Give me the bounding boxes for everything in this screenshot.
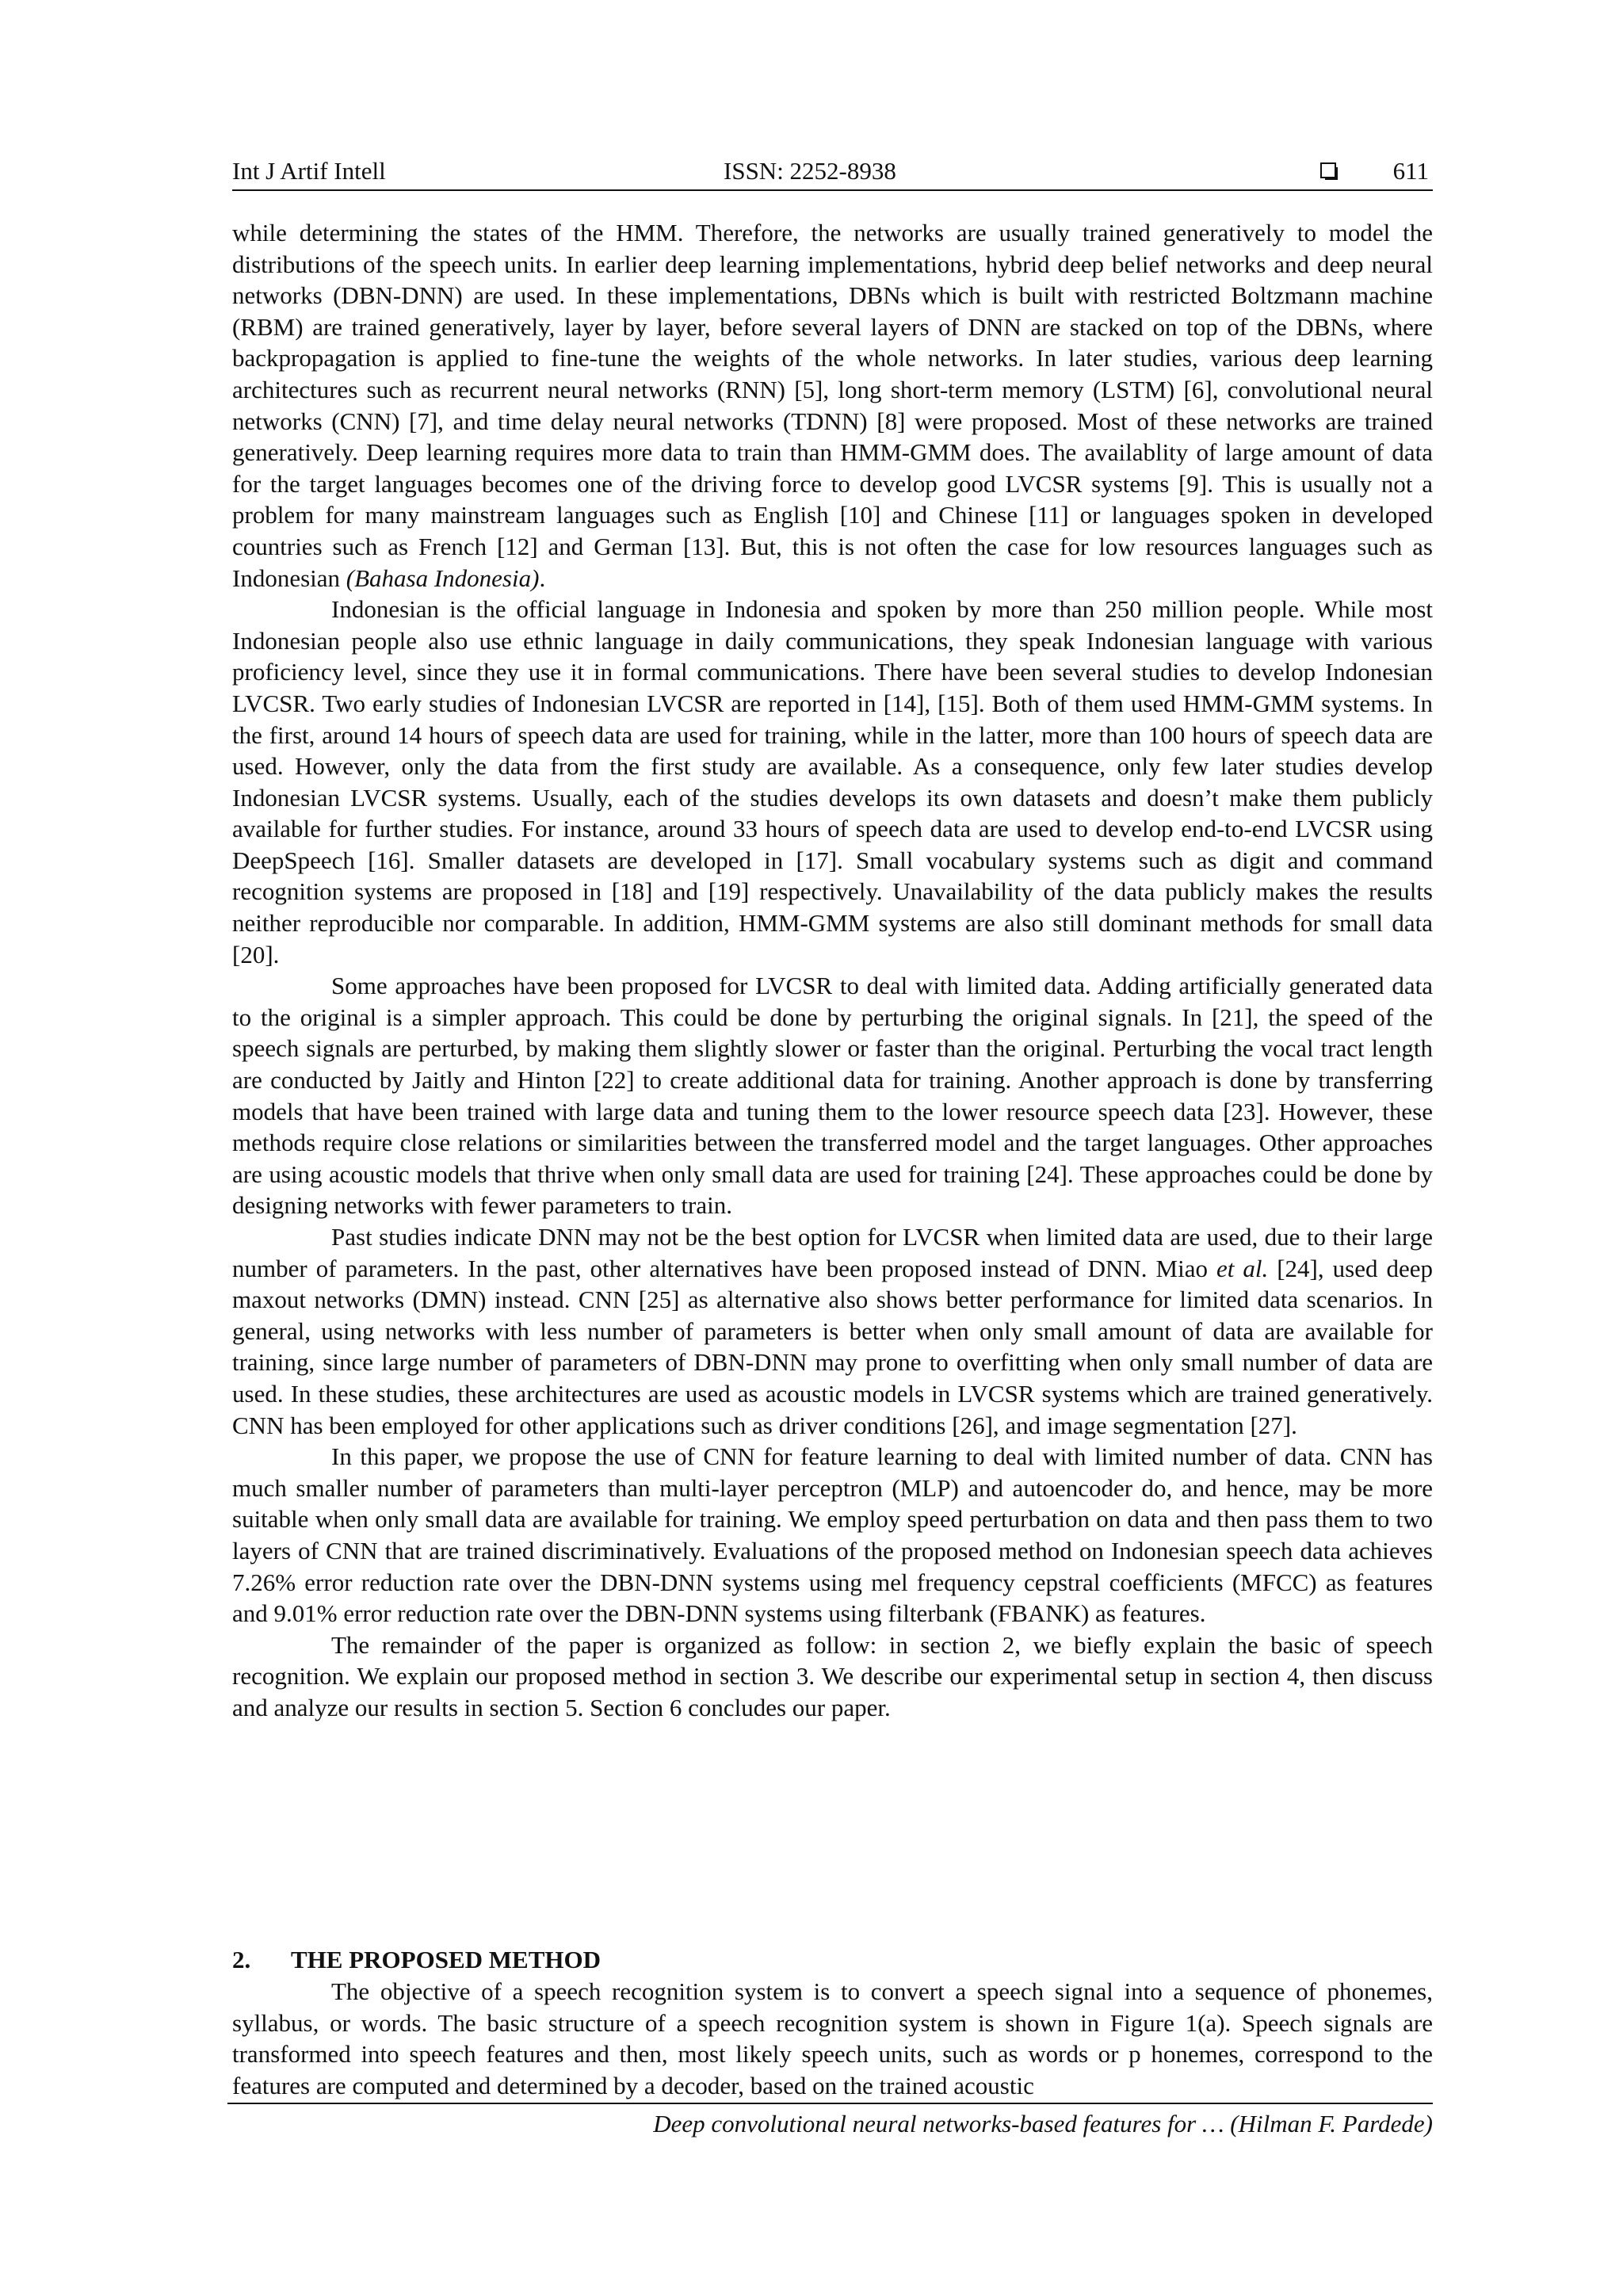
journal-name: Int J Artif Intell xyxy=(232,157,386,185)
paragraph-3-text: Some approaches have been proposed for LVCSR to deal with limited data. Adding artificially generated data to the original is a simpler approach. This could be done by perturbing the original signals. In [21], the speed of the speech signals are perturbed, by making them slightly slower or faster than the original. Perturbing the vocal tract length are conducted by Jaitly and Hinton [22] to create additional data for training. Another approach is done by transferring models that have been trained with large data and tuning them to the lower resource speech data [23]. However, these methods require close relations or similarities between the transferred model and the target languages. Other approaches are using acoustic models that thrive when only small data are used for training [24]. These approaches could be done by designing networks with fewer parameters to train. xyxy=(232,972,1433,1220)
section-paragraph: The objective of a speech recognition system is to convert a speech signal into a sequence of phonemes, syllabus, or words. The basic structure of a speech recognition system is shown in Figure 1(a). Speech signals are transformed into speech features and then, most likely speech units, such as words or p honemes, correspond to the features are computed and determined by a decoder, based on the trained acoustic xyxy=(232,1977,1433,2099)
paragraph-1-text-b: . xyxy=(539,563,546,592)
paragraph-5 xyxy=(232,1441,1433,1629)
paragraph-1 xyxy=(232,217,1433,594)
paragraph-4-italic-term: et al. xyxy=(1216,1254,1269,1282)
square-bullet-icon xyxy=(1320,162,1336,178)
header-rule xyxy=(232,189,1433,191)
paragraph-4-text-a: Past studies indicate DNN may not be the best option for LVCSR when limited data are used, due to their large number of parameters. In the past, other alternatives have been proposed instead of DNN. Miao xyxy=(232,1223,1433,1282)
section-number: 2. xyxy=(232,1946,251,1973)
issn: ISSN: 2252-8938 xyxy=(724,157,896,185)
paragraph-2 xyxy=(232,594,1433,970)
paragraph-5-text: In this paper, we propose the use of CNN for feature learning to deal with limited number of data. CNN has much smaller number of parameters than multi-layer perceptron (MLP) and autoencoder do, and hence, may be more suitable when only small data are available for training. We employ speed perturbation on data and then pass them to two layers of CNN that are trained discriminatively. Evaluations of the proposed method on Indonesian speech data achieves 7.26% error reduction rate over the DBN-DNN systems using mel frequency cepstral coefficients (MFCC) as features and 9.01% error reduction rate over the DBN-DNN systems using filterbank (FBANK) as features. xyxy=(232,1442,1433,1628)
section-heading xyxy=(232,1944,1433,1976)
paragraph-6 xyxy=(232,1629,1433,1724)
paragraph-4-text-b: [24], used deep maxout networks (DMN) instead. CNN [25] as alternative also shows better performance for limited data scenarios. In general, using networks with less number of parameters is better when only small amount of data are available for training, since large number of parameters of DBN-DNN may prone to overfitting when only small number of data are used. In these studies, these architectures are used as acoustic models in LVCSR systems which are trained generatively. CNN has been employed for other applications such as driver conditions [26], and image segmentation [27]. xyxy=(232,1254,1433,1439)
body-text xyxy=(232,217,1433,1724)
paragraph-3 xyxy=(232,970,1433,1221)
section-body xyxy=(232,1976,1433,2101)
running-footer: Deep convolutional neural networks-based features for … (Hilman F. Pardede) xyxy=(653,2110,1433,2137)
paragraph-2-text: Indonesian is the official language in Indonesia and spoken by more than 250 million people. While most Indonesian people also use ethnic language in daily communications, they speak Indonesian language with various proficiency level, since they use it in formal communications. There have been several studies to develop Indonesian LVCSR. Two early studies of Indonesian LVCSR are reported in [14], [15]. Both of them used HMM-GMM systems. In the first, around 14 hours of speech data are used for training, while in the latter, more than 100 hours of speech data are used. However, only the data from the first study are available. As a consequence, only few later studies develop Indonesian LVCSR systems. Usually, each of the studies develops its own datasets and doesn’t make them publicly available for further studies. For instance, around 33 hours of speech data are used to develop end-to-end LVCSR using DeepSpeech [16]. Smaller datasets are developed in [17]. Small vocabulary systems such as digit and command recognition systems are proposed in [18] and [19] respectively. Unavailability of the data publicly makes the results neither reproducible nor comparable. In addition, HMM-GMM systems are also still dominant methods for small data [20]. xyxy=(232,595,1433,968)
page-header xyxy=(232,155,1433,187)
paragraph-4 xyxy=(232,1221,1433,1441)
paragraph-1-text-a: while determining the states of the HMM. Therefore, the networks are usually trained generatively to model the distributions of the speech units. In earlier deep learning implementations, hybrid deep belief networks and deep neural networks (DBN-DNN) are used. In these implementations, DBNs which is built with restricted Boltzmann machine (RBM) are trained generatively, layer by layer, before several layers of DNN are stacked on top of the DBNs, where backpropagation is applied to fine-tune the weights of the whole networks. In later studies, various deep learning architectures such as recurrent neural networks (RNN) [5], long short-term memory (LSTM) [6], convolutional neural networks (CNN) [7], and time delay neural networks (TDNN) [8] were proposed. Most of these networks are trained generatively. Deep learning requires more data to train than HMM-GMM does. The availablity of large amount of data for the target languages becomes one of the driving force to develop good LVCSR systems [9]. This is usually not a problem for many mainstream languages such as English [10] and Chinese [11] or languages spoken in developed countries such as French [12] and German [13]. But, this is not often the case for low resources languages such as Indonesian xyxy=(232,219,1433,592)
paragraph-6-text: The remainder of the paper is organized as follow: in section 2, we biefly explain the basic of speech recognition. We explain our proposed method in section 3. We describe our experimental setup in section 4, then discuss and analyze our results in section 5. Section 6 concludes our paper. xyxy=(232,1630,1433,1721)
paragraph-1-italic-term: (Bahasa Indonesia) xyxy=(346,563,540,592)
page-number: 611 xyxy=(1392,157,1429,185)
footer-rule xyxy=(227,2103,1433,2104)
section-title: THE PROPOSED METHOD xyxy=(291,1946,601,1973)
